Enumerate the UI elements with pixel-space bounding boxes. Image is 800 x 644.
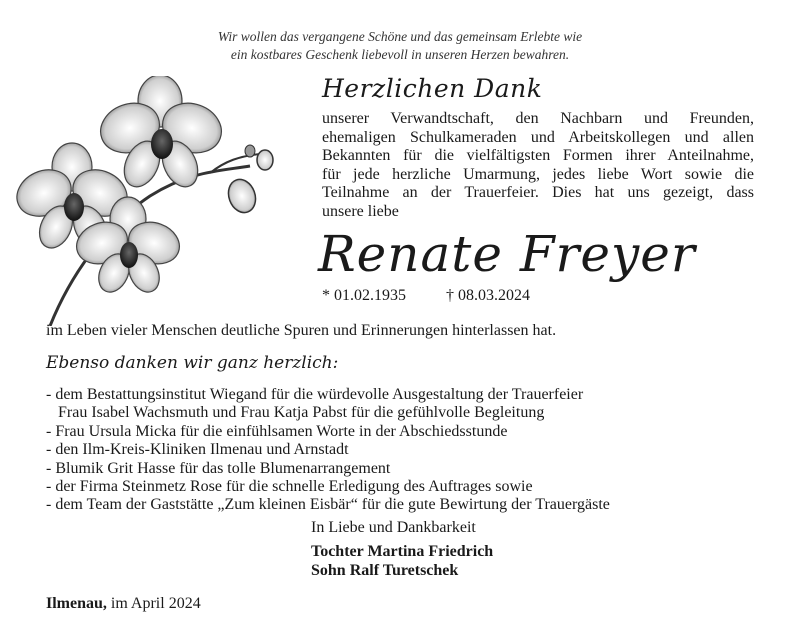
signer: Tochter Martina Friedrich <box>311 543 494 560</box>
thanks-title: Herzlichen Dank <box>322 74 543 103</box>
orchid-illustration-icon <box>10 76 310 326</box>
thanks-line: für jede herzliche Umarmung, jedes liebe Wort sowie die <box>322 165 754 183</box>
quote-line: Wir wollen das vergangene Schöne und das gemeinsam Erlebte wie <box>217 29 583 44</box>
birth-date: * 01.02.1935 <box>322 287 406 304</box>
list-item: - der Firma Steinmetz Rose für die schnelle Erledigung des Auftrages sowie <box>46 478 533 496</box>
life-dates <box>322 287 530 305</box>
city: Ilmenau, <box>46 595 107 612</box>
thanks-line: Bekannten für die vielfältigsten Formen ihrer Anteilnahme, <box>322 147 754 165</box>
quote-line: ein kostbares Geschenk liebevoll in unseren Herzen bewahren. <box>230 47 570 62</box>
quote <box>0 28 800 64</box>
also-thanks-title: Ebenso danken wir ganz herzlich: <box>46 353 339 373</box>
list-item: - Blumik Grit Hasse für das tolle Blumenarrangement <box>46 459 391 477</box>
list-item: - Frau Ursula Micka für die einfühlsamen Worte in der Abschiedsstunde <box>46 422 508 440</box>
legacy-line: im Leben vieler Menschen deutliche Spuren und Erinnerungen hinterlassen hat. <box>46 322 557 339</box>
closing-line: In Liebe und Dankbarkeit <box>311 519 476 536</box>
thanks-line: ehemaligen Schulkameraden und Arbeitskollegen und allen <box>322 128 754 146</box>
list-item: - dem Bestattungsinstitut Wiegand für die würdevolle Ausgestaltung der Trauerfeier <box>46 386 584 403</box>
thanks-paragraph <box>322 110 754 222</box>
thanks-line: unsere liebe <box>322 202 399 220</box>
date: im April 2024 <box>110 595 201 612</box>
list-item: - dem Team der Gaststätte „Zum kleinen Eisbär“ für die gute Bewirtung der Trauergäste <box>46 496 610 514</box>
deceased-name: Renate Freyer <box>318 225 696 283</box>
thanks-line: unserer Verwandtschaft, den Nachbarn und Freunden, <box>322 110 754 127</box>
place-date <box>46 595 201 613</box>
signer: Sohn Ralf Turetschek <box>311 562 459 579</box>
also-thanks-list <box>46 386 610 515</box>
list-item: Frau Isabel Wachsmuth und Frau Katja Pabst für die gefühlvolle Begleitung <box>46 404 545 422</box>
thanks-line: Teilnahme an der Trauerfeier. Dies hat uns gezeigt, dass <box>322 184 754 202</box>
death-date: † 08.03.2024 <box>446 287 530 304</box>
list-item: - den Ilm-Kreis-Kliniken Ilmenau und Arnstadt <box>46 441 349 459</box>
